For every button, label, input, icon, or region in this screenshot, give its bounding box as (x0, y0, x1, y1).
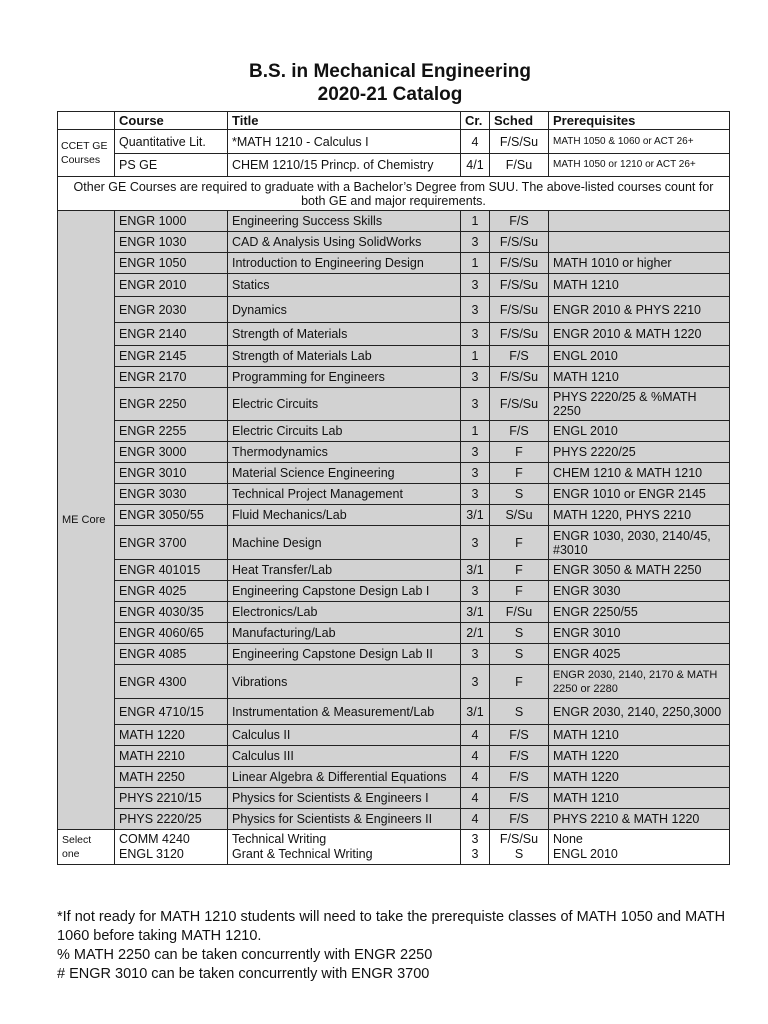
course-title: Engineering Capstone Design Lab II (228, 644, 461, 665)
course-credits: 3/1 (461, 560, 490, 581)
course-sched: S (490, 623, 549, 644)
course-credits: 1 (461, 421, 490, 442)
title-line-2: 2020-21 Catalog (317, 84, 463, 105)
course-title-stack (228, 830, 461, 865)
course-prereq: ENGR 2030, 2140, 2250,3000 (549, 699, 730, 725)
course-credits: 3 (461, 323, 490, 346)
course-sched: S (490, 484, 549, 505)
course-title: Engineering Capstone Design Lab I (228, 581, 461, 602)
ge-row (58, 130, 730, 154)
course-prereq: CHEM 1210 & MATH 1210 (549, 463, 730, 484)
course-title: Thermodynamics (228, 442, 461, 463)
course-code: MATH 2250 (115, 767, 228, 788)
course-prereq: ENGR 2250/55 (549, 602, 730, 623)
course-code: ENGR 2140 (115, 323, 228, 346)
course-credits: 3 (461, 388, 490, 421)
core-row (58, 602, 730, 623)
course-sched: F/S (490, 421, 549, 442)
course-prereq: PHYS 2220/25 (549, 442, 730, 463)
core-row (58, 463, 730, 484)
course-code: ENGR 3000 (115, 442, 228, 463)
course-prereq: MATH 1210 (549, 725, 730, 746)
course-code: ENGR 4300 (115, 665, 228, 699)
core-group-label: ME Core (58, 211, 115, 830)
course-prereq-stack (549, 830, 730, 865)
course-table (57, 111, 730, 865)
course-prereq: None (553, 832, 583, 846)
course-prereq: MATH 1220 (549, 746, 730, 767)
course-code: ENGR 4710/15 (115, 699, 228, 725)
course-code: ENGR 4025 (115, 581, 228, 602)
course-credits: 2/1 (461, 623, 490, 644)
core-row (58, 809, 730, 830)
course-code: MATH 2210 (115, 746, 228, 767)
course-title: Strength of Materials (228, 323, 461, 346)
core-row (58, 725, 730, 746)
course-sched: F (490, 442, 549, 463)
select-group-label: Select one (58, 830, 115, 865)
select-section (58, 830, 730, 865)
course-prereq: ENGR 2030, 2140, 2170 & MATH 2250 or 2280 (549, 665, 730, 699)
course-prereq: MATH 1220 (549, 767, 730, 788)
ge-note-row (58, 177, 730, 211)
course-credits: 3/1 (461, 699, 490, 725)
core-row (58, 421, 730, 442)
course-title: Engineering Success Skills (228, 211, 461, 232)
course-sched: F/S (490, 346, 549, 367)
course-prereq: ENGL 2010 (549, 346, 730, 367)
course-sched: S (514, 847, 524, 861)
course-sched: F/S (490, 767, 549, 788)
course-code: ENGR 1030 (115, 232, 228, 253)
ge-row (58, 154, 730, 177)
course-credits: 3/1 (461, 602, 490, 623)
course-code: Quantitative Lit. (115, 130, 228, 154)
course-title: Dynamics (228, 297, 461, 323)
course-title: Vibrations (228, 665, 461, 699)
course-title: Technical Writing (232, 832, 327, 846)
course-prereq: ENGR 4025 (549, 644, 730, 665)
course-prereq: PHYS 2220/25 & %MATH 2250 (549, 388, 730, 421)
course-title: Statics (228, 274, 461, 297)
course-sched: F/Su (490, 602, 549, 623)
core-row (58, 232, 730, 253)
course-credits: 4 (461, 130, 490, 154)
course-title: Physics for Scientists & Engineers I (228, 788, 461, 809)
course-credits: 4 (461, 809, 490, 830)
course-prereq: ENGR 1030, 2030, 2140/45, #3010 (549, 526, 730, 560)
course-prereq (549, 211, 730, 232)
header-prereq: Prerequisites (549, 112, 730, 130)
course-title: Fluid Mechanics/Lab (228, 505, 461, 526)
course-prereq: MATH 1210 (549, 788, 730, 809)
course-code: PHYS 2210/15 (115, 788, 228, 809)
select-row (58, 830, 730, 865)
course-title: Electric Circuits (228, 388, 461, 421)
core-row (58, 644, 730, 665)
course-prereq: ENGR 3030 (549, 581, 730, 602)
course-title: Material Science Engineering (228, 463, 461, 484)
core-row (58, 323, 730, 346)
course-code: ENGR 3030 (115, 484, 228, 505)
course-title: Physics for Scientists & Engineers II (228, 809, 461, 830)
core-row (58, 274, 730, 297)
core-row (58, 297, 730, 323)
course-code: PHYS 2220/25 (115, 809, 228, 830)
course-title: Electric Circuits Lab (228, 421, 461, 442)
course-prereq: ENGR 3010 (549, 623, 730, 644)
core-row (58, 788, 730, 809)
core-row (58, 346, 730, 367)
course-title: Programming for Engineers (228, 367, 461, 388)
course-credits: 3 (461, 526, 490, 560)
course-code: ENGR 401015 (115, 560, 228, 581)
course-sched: F/S/Su (490, 388, 549, 421)
core-row (58, 253, 730, 274)
course-prereq: ENGL 2010 (553, 847, 618, 861)
core-row (58, 211, 730, 232)
core-row (58, 560, 730, 581)
course-credits: 3 (461, 644, 490, 665)
course-code: PS GE (115, 154, 228, 177)
course-sched: F/S/Su (490, 232, 549, 253)
course-sched: F (490, 463, 549, 484)
course-sched: F (490, 560, 549, 581)
course-credits: 3/1 (461, 505, 490, 526)
course-credits: 4 (461, 746, 490, 767)
course-prereq: ENGR 2010 & MATH 1220 (549, 323, 730, 346)
header-row (58, 112, 730, 130)
course-sched: F/S (490, 746, 549, 767)
course-prereq: ENGR 1010 or ENGR 2145 (549, 484, 730, 505)
header-credits: Cr. (461, 112, 490, 130)
course-title: Linear Algebra & Differential Equations (228, 767, 461, 788)
course-title: Electronics/Lab (228, 602, 461, 623)
core-row (58, 526, 730, 560)
course-sched: F/S/Su (490, 274, 549, 297)
ge-section (58, 130, 730, 211)
course-sched: F/S/Su (490, 367, 549, 388)
core-row (58, 442, 730, 463)
course-code: ENGR 2030 (115, 297, 228, 323)
core-row (58, 746, 730, 767)
title-line-1: B.S. in Mechanical Engineering (249, 61, 531, 82)
course-credits: 3 (461, 232, 490, 253)
course-code: ENGR 2010 (115, 274, 228, 297)
course-credits: 4 (461, 767, 490, 788)
course-credits: 3 (471, 832, 479, 846)
course-sched: F (490, 665, 549, 699)
course-code: ENGR 2170 (115, 367, 228, 388)
course-code: ENGR 4030/35 (115, 602, 228, 623)
course-title: Grant & Technical Writing (232, 847, 373, 861)
course-code-stack (115, 830, 228, 865)
course-credits: 1 (461, 346, 490, 367)
course-title: *MATH 1210 - Calculus I (228, 130, 461, 154)
course-sched: F (490, 526, 549, 560)
course-sched: F/S (490, 788, 549, 809)
course-code: ENGR 3050/55 (115, 505, 228, 526)
course-title: Calculus II (228, 725, 461, 746)
course-sched: F/S/Su (490, 297, 549, 323)
course-sched-stack (490, 830, 549, 865)
course-credits: 3 (461, 463, 490, 484)
core-row (58, 367, 730, 388)
course-code: ENGR 4060/65 (115, 623, 228, 644)
course-credits: 4/1 (461, 154, 490, 177)
course-sched: S (490, 644, 549, 665)
course-prereq: ENGR 2010 & PHYS 2210 (549, 297, 730, 323)
course-credits: 4 (461, 788, 490, 809)
course-credits: 3 (461, 581, 490, 602)
course-prereq: MATH 1050 or 1210 or ACT 26+ (549, 154, 730, 177)
footnotes (57, 908, 747, 984)
course-prereq (549, 232, 730, 253)
course-title: Introduction to Engineering Design (228, 253, 461, 274)
course-code: ENGR 2255 (115, 421, 228, 442)
header-group (58, 112, 115, 130)
course-credits: 3 (461, 297, 490, 323)
course-title: Strength of Materials Lab (228, 346, 461, 367)
course-code: ENGR 1000 (115, 211, 228, 232)
header-course: Course (115, 112, 228, 130)
course-code: ENGL 3120 (119, 847, 184, 861)
course-sched: S (490, 699, 549, 725)
core-section (58, 211, 730, 830)
course-credits: 3 (461, 274, 490, 297)
course-sched: F/S (490, 725, 549, 746)
footnote-math2250: % MATH 2250 can be taken concurrently with ENGR 2250 (57, 947, 433, 963)
course-title: Calculus III (228, 746, 461, 767)
course-prereq: MATH 1220, PHYS 2210 (549, 505, 730, 526)
header-title: Title (228, 112, 461, 130)
ge-note: Other GE Courses are required to graduate with a Bachelor’s Degree from SUU. The above-listed courses count for both GE and major requirements. (58, 177, 730, 211)
footnote-engr3010: # ENGR 3010 can be taken concurrently with ENGR 3700 (57, 966, 430, 982)
course-title: Instrumentation & Measurement/Lab (228, 699, 461, 725)
course-credits: 3 (461, 665, 490, 699)
course-code: ENGR 2250 (115, 388, 228, 421)
core-row (58, 623, 730, 644)
course-code: ENGR 4085 (115, 644, 228, 665)
course-prereq: MATH 1210 (549, 274, 730, 297)
course-code: ENGR 3010 (115, 463, 228, 484)
course-code: ENGR 1050 (115, 253, 228, 274)
course-sched: F/S/Su (490, 253, 549, 274)
core-row (58, 581, 730, 602)
core-row (58, 767, 730, 788)
core-row (58, 484, 730, 505)
course-prereq: PHYS 2210 & MATH 1220 (549, 809, 730, 830)
course-prereq: MATH 1010 or higher (549, 253, 730, 274)
course-title: Machine Design (228, 526, 461, 560)
header-sched: Sched (490, 112, 549, 130)
course-prereq: ENGR 3050 & MATH 2250 (549, 560, 730, 581)
course-prereq: MATH 1210 (549, 367, 730, 388)
course-credits-stack (461, 830, 490, 865)
footnote-math1210: *If not ready for MATH 1210 students will need to take the prerequiste classes of MATH 1050 and MATH 1060 before taking MATH 1210. (57, 909, 726, 944)
course-credits: 1 (461, 211, 490, 232)
page-title (0, 60, 768, 106)
course-title: Technical Project Management (228, 484, 461, 505)
course-title: CAD & Analysis Using SolidWorks (228, 232, 461, 253)
course-credits: 3 (471, 847, 479, 861)
course-sched: F/S/Su (490, 130, 549, 154)
course-sched: F/S (490, 211, 549, 232)
course-code: MATH 1220 (115, 725, 228, 746)
course-sched: F/S/Su (490, 323, 549, 346)
course-credits: 4 (461, 725, 490, 746)
course-code: ENGR 3700 (115, 526, 228, 560)
course-sched: F/Su (490, 154, 549, 177)
course-title: CHEM 1210/15 Princp. of Chemistry (228, 154, 461, 177)
core-row (58, 699, 730, 725)
course-credits: 1 (461, 253, 490, 274)
course-sched: F (490, 581, 549, 602)
ge-group-label: CCET GE Courses (58, 130, 115, 177)
course-credits: 3 (461, 367, 490, 388)
core-row (58, 388, 730, 421)
course-code: ENGR 2145 (115, 346, 228, 367)
course-credits: 3 (461, 442, 490, 463)
course-prereq: ENGL 2010 (549, 421, 730, 442)
core-row (58, 665, 730, 699)
course-prereq: MATH 1050 & 1060 or ACT 26+ (549, 130, 730, 154)
course-title: Heat Transfer/Lab (228, 560, 461, 581)
course-title: Manufacturing/Lab (228, 623, 461, 644)
course-code: COMM 4240 (119, 832, 190, 846)
course-credits: 3 (461, 484, 490, 505)
course-sched: F/S/Su (499, 832, 539, 846)
course-sched: S/Su (490, 505, 549, 526)
course-sched: F/S (490, 809, 549, 830)
core-row (58, 505, 730, 526)
